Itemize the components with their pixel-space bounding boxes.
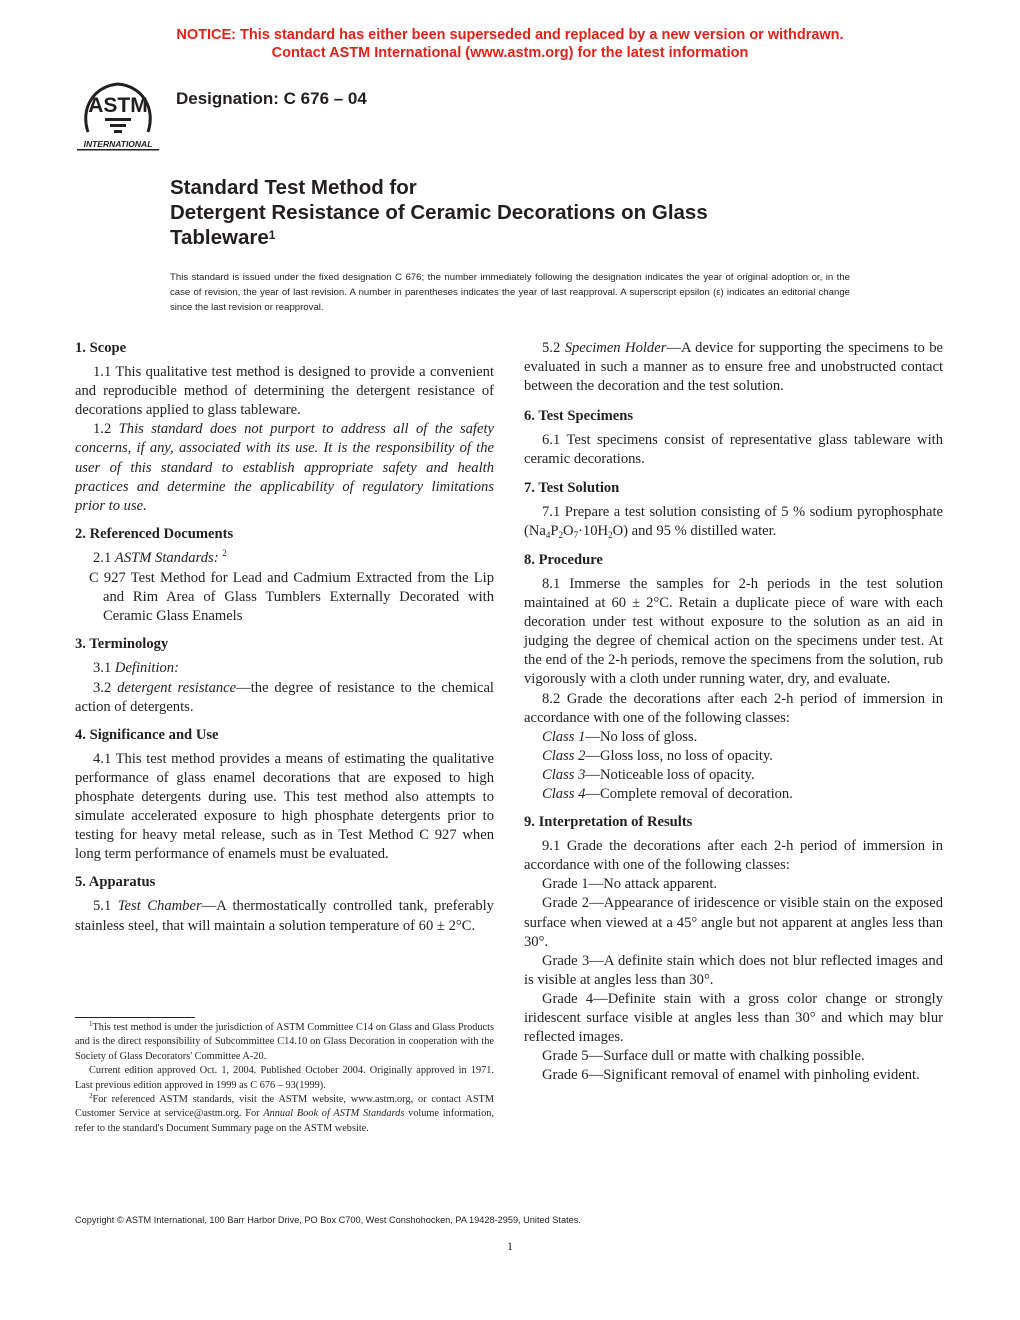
section-heading: 4. Significance and Use	[75, 726, 219, 743]
issuance-note: This standard is issued under the fixed designation C 676; the number immediately following the designation indicates the year of original adoption or, in the case of revision, the year of last revision. A number in parentheses indicates the year of last reapproval. A superscript epsilon (ε) indicates an editorial change since the last revision or reapproval.	[170, 272, 850, 313]
paragraph-number: 2.1	[93, 549, 112, 566]
paragraph	[75, 549, 494, 569]
paragraph: 4.1 This test method provides a means of estimating the qualitative performance of glass enamel decorations that are exposed to high phosphate detergents during use. This test method also attempts to simulate accelerated exposure to high phosphate detergents prior to testing for heavy metal release, such as in Test Method C 927 when long term performance of enamels must be evaluated.	[75, 750, 494, 863]
paragraph: 8.2 Grade the decorations after each 2-h period of immersion in accordance with one of the following classes:	[524, 690, 943, 726]
grade-item: Grade 1—No attack apparent.	[542, 876, 718, 893]
title-footnote-mark[interactable]: 1	[268, 228, 276, 242]
page-number: 1	[507, 1239, 513, 1253]
footnote-text: This test method is under the jurisdiction of ASTM Committee C14 on Glass and Glass Products and is the direct responsibility of Subcommittee C14.10 on Glass Decoration in cooperation with the Society of Glass Decorators' Committee A-20.	[75, 1022, 494, 1062]
title-line-1: Standard Test Method for	[170, 176, 417, 199]
paragraph: 1.1 This qualitative test method is designed to provide a convenient and reproducible method of determining the detergent resistance of decorations applied to glass tableware.	[75, 364, 494, 419]
definition-text: —the degree of resistance to the chemical action of detergents.	[75, 679, 494, 715]
text-run: ·10H	[578, 522, 609, 539]
grade-item: Grade 3—A definite stain which does not blur reflected images and is visible at angles less than 30°.	[524, 952, 943, 988]
text-run: 7.1 Prepare a test solution consisting of 5 % sodium pyrophosphate (Na	[524, 503, 943, 539]
footnote-mark[interactable]: 2	[222, 547, 227, 558]
grade-item: Grade 6—Significant removal of enamel with pinholing evident.	[542, 1067, 920, 1084]
footnote-text: volume information, refer to the standard's Document Summary page on the ASTM website.	[75, 1108, 494, 1134]
astm-logo-icon	[72, 74, 164, 154]
paragraph	[75, 420, 494, 515]
grade-item: Grade 5—Surface dull or matte with chalking possible.	[542, 1048, 865, 1065]
apparatus-term: Test Chamber	[117, 898, 202, 915]
defined-term: detergent resistance	[117, 679, 237, 696]
paragraph: 8.1 Immerse the samples for 2-h periods in the test solution maintained at 60 ± 2°C. Retain a duplicate piece of ware with each decoration under test without exposure to the solution as an aid in judging the degree of chemical action on the specimens under test. At the end of the 2-h periods, remove the specimens from the solution, rub vigorously with a cloth under running water, dry, and evaluate.	[524, 575, 943, 688]
notice-banner	[0, 26, 1020, 62]
text-run: O) and 95 % distilled water.	[612, 522, 777, 539]
logo-letters: ASTM	[88, 94, 148, 117]
section-heading: 7. Test Solution	[524, 479, 620, 496]
section-heading: 6. Test Specimens	[524, 408, 634, 425]
logo-caption: INTERNATIONAL	[83, 139, 153, 149]
safety-statement: This standard does not purport to address all of the safety concerns, if any, associated with its use. It is the responsibility of the user of this standard to establish appropriate safety and health practices and determine the applicability of regulatory limitations prior to use.	[75, 421, 494, 514]
subscript: 2	[608, 529, 613, 540]
designation: Designation: C 676 – 04	[176, 89, 367, 108]
class-text: —Noticeable loss of opacity.	[585, 766, 755, 783]
copyright-notice: Copyright © ASTM International, 100 Barr Harbor Drive, PO Box C700, West Conshohocken, PA 19428-2959, United States.	[75, 1215, 581, 1225]
title-line-3: Tableware	[170, 226, 269, 249]
section-heading: 8. Procedure	[524, 551, 603, 568]
paragraph	[524, 339, 943, 396]
title-line-2: Detergent Resistance of Ceramic Decorations on Glass	[170, 201, 708, 224]
footnote-1	[75, 1021, 494, 1064]
class-label: Class 2	[542, 747, 586, 764]
class-text: —No loss of gloss.	[585, 728, 698, 745]
footnote-number: 1	[89, 1020, 93, 1028]
document-title	[170, 175, 870, 250]
paragraph-number: 3.1	[93, 660, 112, 677]
paragraph	[524, 503, 943, 542]
class-item	[524, 747, 943, 766]
right-column	[524, 339, 943, 1085]
grade-item: Grade 2—Appearance of iridescence or visible stain on the exposed surface when viewed at a 45° angle but not apparent at angles less than 30°.	[524, 895, 943, 950]
class-item	[524, 785, 943, 804]
class-label: Class 3	[542, 766, 586, 783]
notice-line-2: Contact ASTM International (www.astm.org) for the latest information	[271, 45, 749, 61]
paragraph: 6.1 Test specimens consist of representative glass tableware with ceramic decorations.	[524, 432, 943, 468]
footnote-italic: Annual Book of ASTM Standards	[263, 1108, 405, 1120]
paragraph	[75, 679, 494, 717]
paragraph	[75, 659, 494, 678]
apparatus-text: —A device for supporting the specimens to be evaluated in such a manner as to ensure free and unobstructed contact between the decoration and the test solution.	[524, 340, 943, 395]
footnote-2	[75, 1093, 494, 1136]
subscript: 7	[573, 529, 579, 540]
subscript: 2	[558, 529, 564, 540]
apparatus-term: Specimen Holder	[564, 340, 667, 356]
left-column	[75, 339, 494, 936]
astm-standards-label: ASTM Standards:	[114, 549, 219, 566]
paragraph-number: 5.1	[93, 898, 112, 915]
paragraph: 9.1 Grade the decorations after each 2-h period of immersion in accordance with one of the following classes:	[524, 838, 943, 874]
definition-label: Definition:	[114, 660, 179, 677]
class-label: Class 4	[542, 785, 586, 802]
footnote-text: For referenced ASTM standards, visit the ASTM website, www.astm.org, or contact ASTM Customer Service at service@astm.org. For	[75, 1094, 494, 1120]
paragraph-number: 5.2	[542, 340, 561, 356]
section-heading: 9. Interpretation of Results	[524, 814, 693, 831]
class-item	[524, 728, 943, 747]
section-heading: 3. Terminology	[75, 636, 169, 653]
grade-item: Grade 4—Definite stain with a gross color change or strongly iridescent surface visible at angles less than 30° and which may blur reflected images.	[524, 990, 943, 1046]
text-run: P	[550, 522, 559, 539]
section-heading: 1. Scope	[75, 340, 127, 356]
apparatus-text: —A thermostatically controlled tank, preferably stainless steel, that will maintain a solution temperature of 60 ± 2°C.	[75, 898, 494, 934]
paragraph-number: 3.2	[93, 679, 112, 696]
section-heading: 5. Apparatus	[75, 874, 156, 891]
paragraph-number: 1.2	[93, 421, 112, 438]
class-text: —Gloss loss, no loss of opacity.	[585, 747, 773, 764]
class-item	[524, 766, 943, 785]
text-run: O	[563, 522, 574, 539]
footnote-1b: Current edition approved Oct. 1, 2004. Published October 2004. Originally approved in 1971. Last previous edition approved in 1999 as C 676 – 93(1999).	[75, 1065, 494, 1091]
class-text: —Complete removal of decoration.	[585, 785, 793, 802]
notice-line-1: NOTICE: This standard has either been superseded and replaced by a new version or withdrawn.	[176, 27, 844, 43]
class-label: Class 1	[542, 728, 586, 745]
footnote-number: 2	[89, 1092, 93, 1101]
footnotes	[75, 1021, 494, 1136]
footnote-divider	[75, 1017, 195, 1018]
section-heading: 2. Referenced Documents	[75, 525, 234, 542]
reference-c927: C 927 Test Method for Lead and Cadmium Extracted from the Lip and Rim Area of Glass Tumblers Externally Decorated with Ceramic Glass Enamels	[89, 570, 494, 625]
subscript: 4	[545, 529, 551, 540]
paragraph	[75, 897, 494, 935]
